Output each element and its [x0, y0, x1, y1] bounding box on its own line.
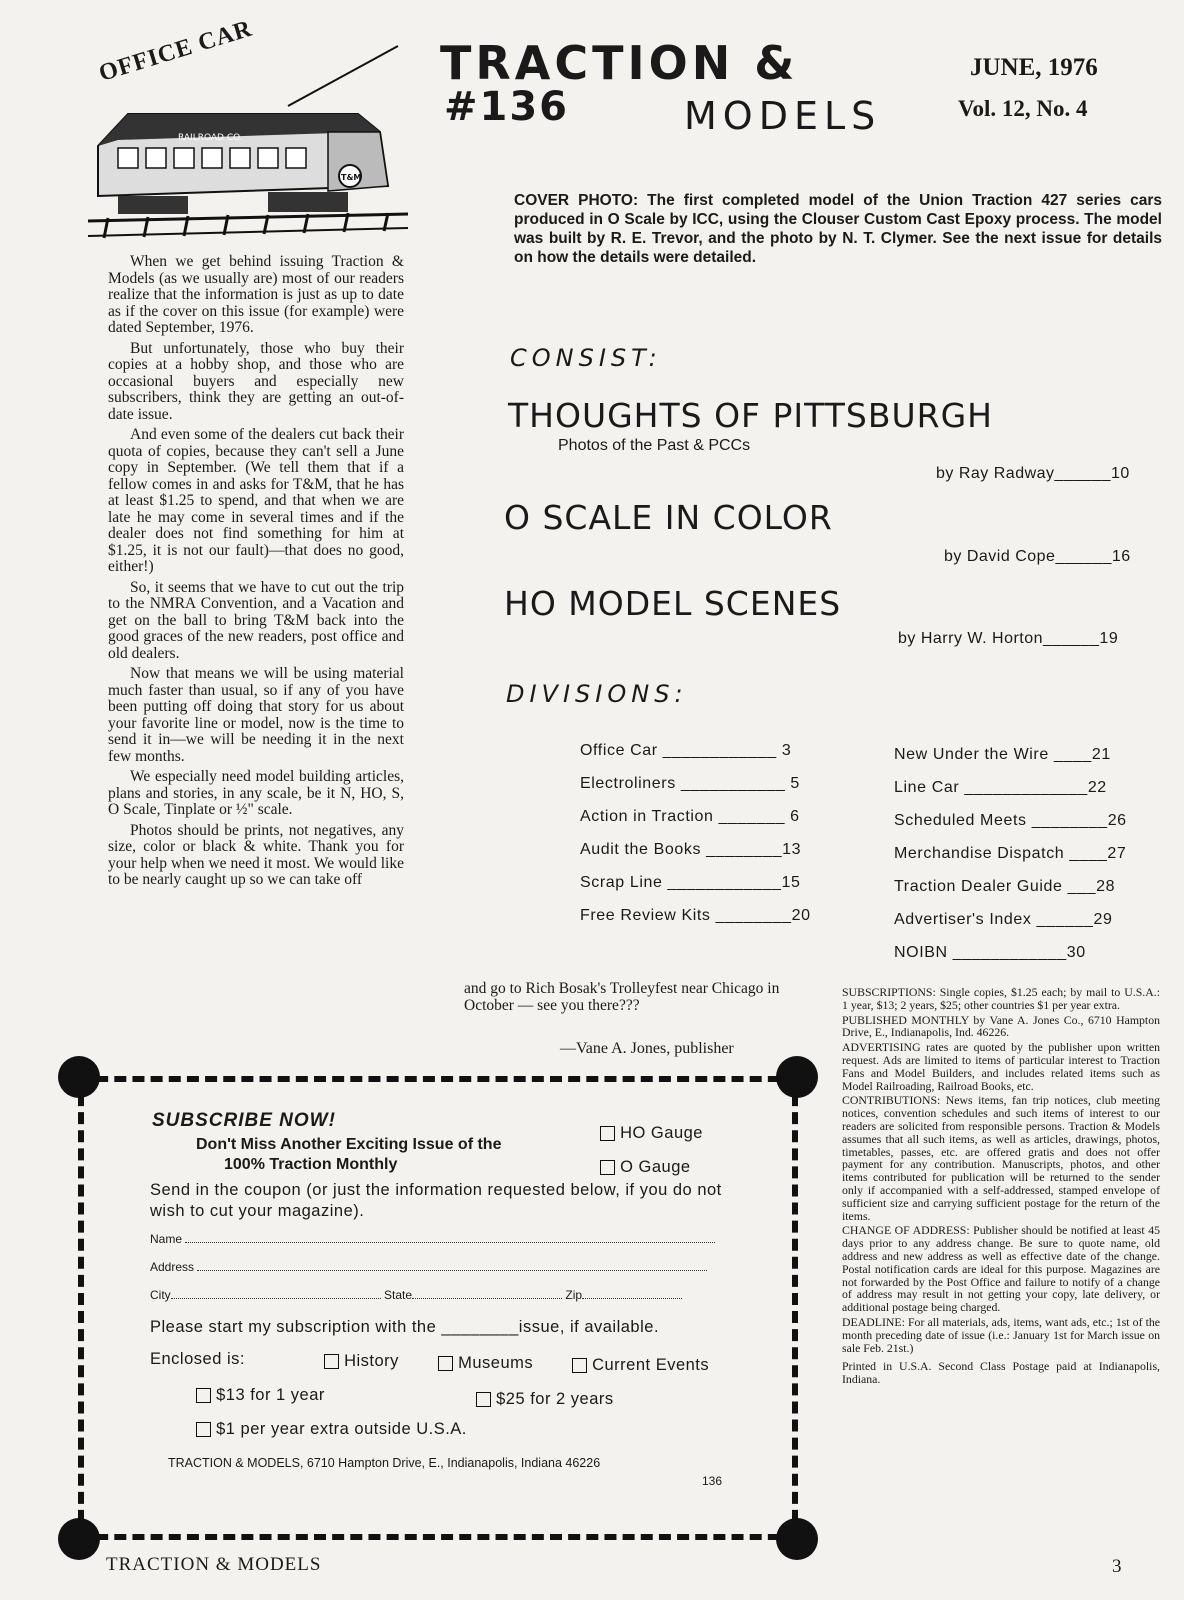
change-of-address-info: CHANGE OF ADDRESS: Publisher should be notified at least 45 days prior to any address change. Be sure to quote name, old address and new address as well as effective date of the change. Postal notification cards are ideal for this purpose. Magazines are not forwarded by the Post Office and failure to notify of a change of address may result in not getting your copy, late delivery, or additional postage being charged.: [842, 1223, 1160, 1315]
current-events-option[interactable]: Current Events: [572, 1356, 709, 1375]
masthead-models: MODELS: [684, 94, 882, 138]
corner-ornament-icon: [58, 1056, 100, 1098]
contributions-info: CONTRIBUTIONS: News items, fan trip notices, club meeting notices, convention schedules and such items of interest to our readers are solicited from responsible persons. Traction & Models assumes that all such items, as well as articles, drawings, photos, timetables, passes, etc. are offered gratis and does not offer payment for any contribution. Manuscripts, photos, and other items contributed for publication will be returned to the sender only if accompanied with a self-addressed, stamped envelope of sufficient size and carrying sufficient postage for the return of the items.: [842, 1093, 1160, 1223]
divisions-heading: DIVISIONS:: [506, 680, 688, 708]
current-events-checkbox[interactable]: [572, 1358, 587, 1373]
name-field[interactable]: Name: [150, 1230, 730, 1246]
trolley-car-illustration: [88, 36, 410, 246]
address-field[interactable]: Address: [150, 1258, 730, 1274]
two-year-checkbox[interactable]: [476, 1392, 491, 1407]
coupon-heading: SUBSCRIBE NOW!: [152, 1110, 336, 1131]
enclosed-label: Enclosed is:: [150, 1350, 245, 1368]
corner-ornament-icon: [776, 1518, 818, 1560]
o-gauge-option[interactable]: O Gauge: [600, 1158, 691, 1177]
publisher-signature: —Vane A. Jones, publisher: [560, 1040, 734, 1057]
city-state-zip-field[interactable]: City State Zip: [150, 1286, 730, 1302]
division-item: Traction Dealer Guide ___28: [894, 878, 1116, 895]
publication-info: [842, 986, 1160, 1388]
division-item: New Under the Wire ____21: [894, 746, 1111, 763]
issue-volume: Vol. 12, No. 4: [958, 96, 1088, 121]
division-item: Line Car _____________22: [894, 779, 1107, 796]
editorial-paragraph: Now that means we will be using material much faster than usual, so if any of you have been putting off doing that story for us about your favorite line or model, now is the time to send it in—we will be needing it in the next few months.: [108, 665, 404, 765]
division-item: Merchandise Dispatch ____27: [894, 845, 1127, 862]
editorial-paragraph: Photos should be prints, not negatives, any size, color or black & white. Thank you for your help when we need it most. We would like to be nearly caught up so we can take off: [108, 821, 404, 888]
foreign-extra-checkbox[interactable]: [196, 1422, 211, 1437]
o-gauge-checkbox[interactable]: [600, 1160, 615, 1175]
office-car-label: OFFICE CAR: [96, 15, 256, 87]
editorial-paragraph: So, it seems that we have to cut out the trip to the NMRA Convention, and a Vacation and get on the ball to bring T&M back into the good graces of the new readers, post office and old dealers.: [108, 578, 404, 662]
ho-gauge-option[interactable]: HO Gauge: [600, 1124, 703, 1143]
corner-ornament-icon: [776, 1056, 818, 1098]
article-byline: by Ray Radway______10: [936, 465, 1130, 482]
start-issue-line: Please start my subscription with the ________issue, if available.: [150, 1318, 660, 1336]
article-byline: by Harry W. Horton______19: [898, 630, 1119, 647]
divisions-right-list: [894, 746, 1127, 977]
division-item: Advertiser's Index ______29: [894, 911, 1113, 928]
coupon-tagline: 100% Traction Monthly: [224, 1156, 398, 1173]
article-title: O SCALE IN COLOR: [504, 498, 833, 537]
division-item: Scrap Line ____________15: [580, 874, 801, 891]
editorial-column: [108, 254, 404, 893]
cover-photo-caption: COVER PHOTO: The first completed model of the Union Traction 427 series cars produced in O Scale by ICC, using the Clouser Custom Cast Epoxy process. The model was built by R. E. Trevor, and the photo by N. T. Clymer. See the next issue for details on how the details were detailed.: [514, 192, 1162, 266]
division-item: Office Car ____________ 3: [580, 742, 792, 759]
foreign-extra-option[interactable]: $1 per year extra outside U.S.A.: [196, 1420, 467, 1439]
page-number: 3: [1112, 1556, 1122, 1577]
divisions-left-list: [580, 742, 811, 940]
two-year-option[interactable]: $25 for 2 years: [476, 1390, 614, 1409]
editorial-paragraph: And even some of the dealers cut back their quota of copies, because they can't sell a June copy in September. (We tell them that if a fellow comes in and asks for T&M, that he has at least $1.25 to spend, and that when we are late he may come in several times and if the dealer does not find something for him at $1.25, it is not our fault)—that does no good, either!): [108, 426, 404, 575]
issue-number: #136: [444, 84, 570, 130]
ho-gauge-checkbox[interactable]: [600, 1126, 615, 1141]
division-item: Free Review Kits ________20: [580, 907, 811, 924]
advertising-info: ADVERTISING rates are quoted by the publisher upon written request. Ads are limited to items of particular interest to Traction Fans and Model Builders, and includes related items such as Model Railroading, Railroad Books, etc.: [842, 1040, 1160, 1093]
division-item: Scheduled Meets ________26: [894, 812, 1127, 829]
subscription-coupon: [78, 1076, 798, 1540]
one-year-checkbox[interactable]: [196, 1388, 211, 1403]
division-item: Audit the Books ________13: [580, 841, 802, 858]
editorial-paragraph: We especially need model building articles, plans and stories, in any scale, be it N, HO, S, O Scale, Tinplate or ½" scale.: [108, 768, 404, 818]
division-item: NOIBN ____________30: [894, 944, 1086, 961]
article-subtitle: Photos of the Past & PCCs: [558, 437, 751, 454]
coupon-code: 136: [702, 1474, 723, 1488]
deadline-info: DEADLINE: For all materials, ads, items, want ads, etc.; 1st of the month preceding date of issue (i.e.: January 1st for March issue on sale Feb. 21st.): [842, 1314, 1160, 1355]
museums-checkbox[interactable]: [438, 1356, 453, 1371]
car-badge: T&M: [341, 173, 362, 182]
footer-publication: TRACTION & MODELS: [106, 1554, 322, 1575]
museums-option[interactable]: Museums: [438, 1354, 533, 1373]
coupon-instructions: Send in the coupon (or just the information requested below, if you do not wish to cut your magazine).: [150, 1181, 722, 1220]
consist-heading: CONSIST:: [510, 344, 662, 372]
one-year-option[interactable]: $13 for 1 year: [196, 1386, 325, 1405]
coupon-tagline: Don't Miss Another Exciting Issue of the: [196, 1136, 502, 1153]
article-title: HO MODEL SCENES: [504, 584, 842, 623]
car-lettering: RAILROAD CO.: [178, 133, 243, 143]
editorial-paragraph: But unfortunately, those who buy their copies at a hobby shop, and those who are occasional buyers and especially new subscribers, think they are getting an out-of-date issue.: [108, 339, 404, 423]
start-issue-blank[interactable]: ________: [441, 1318, 519, 1336]
corner-ornament-icon: [58, 1518, 100, 1560]
history-checkbox[interactable]: [324, 1354, 339, 1369]
coupon-mailing-address: TRACTION & MODELS, 6710 Hampton Drive, E., Indianapolis, Indiana 46226: [168, 1456, 601, 1470]
masthead-title: TRACTION &: [440, 36, 799, 90]
subscriptions-info: SUBSCRIPTIONS: Single copies, $1.25 each; by mail to U.S.A.: 1 year, $13; 2 years, $25; other countries $1 per year extra.: [842, 985, 1160, 1012]
division-item: Action in Traction _______ 6: [580, 808, 800, 825]
editorial-closing: and go to Rich Bosak's Trolleyfest near Chicago in October — see you there???: [464, 980, 780, 1014]
history-option[interactable]: History: [324, 1352, 399, 1371]
editorial-paragraph: When we get behind issuing Traction & Models (as we usually are) most of our readers realize that the information is just as up to date as if the cover on this issue (for example) were dated September, 1976.: [108, 253, 404, 336]
published-info: PUBLISHED MONTHLY by Vane A. Jones Co., 6710 Hampton Drive, E., Indianapolis, Ind. 46226.: [842, 1012, 1160, 1040]
article-title: THOUGHTS OF PITTSBURGH: [508, 396, 993, 435]
issue-date: JUNE, 1976: [970, 54, 1098, 81]
printed-info: Printed in U.S.A. Second Class Postage paid at Indianapolis, Indiana.: [842, 1359, 1160, 1387]
article-byline: by David Cope______16: [944, 548, 1131, 565]
division-item: Electroliners ___________ 5: [580, 775, 800, 792]
